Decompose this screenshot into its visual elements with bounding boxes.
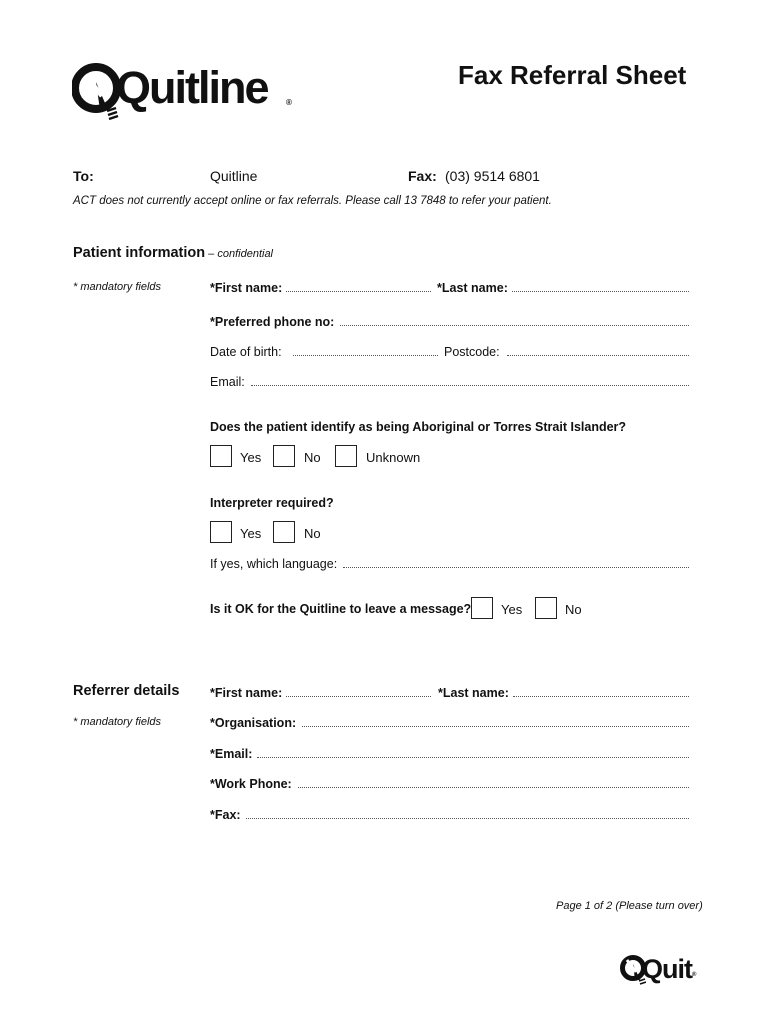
logo-wordmark: Quitline [116,62,268,113]
interpreter-no-label: No [304,526,321,541]
referrer-fax-label: *Fax: [210,808,241,822]
referrer-heading: Referrer details [73,683,180,699]
referrer-first-name-label: *First name: [210,686,283,700]
patient-email-label: Email: [210,375,245,389]
quitline-logo-icon [72,62,122,124]
patient-mandatory-note: * mandatory fields [73,281,162,293]
quit-registered-mark: ® [692,972,697,978]
referrer-fax-field[interactable] [246,818,689,819]
patient-heading [73,245,273,261]
message-no-label: No [565,602,582,617]
interpreter-question: Interpreter required? [210,496,334,510]
quitline-logo [72,58,302,122]
patient-dob-field[interactable] [293,355,438,356]
patient-postcode-field[interactable] [507,355,689,356]
atsi-question: Does the patient identify as being Aboriginal or Torres Strait Islander? [210,420,627,434]
interpreter-no-checkbox[interactable] [273,521,295,543]
to-label: To: [73,168,94,184]
referrer-last-name-label: *Last name: [438,686,509,700]
patient-heading-text: Patient information [73,245,206,261]
quit-wordmark: Quit [642,954,692,984]
patient-phone-label: *Preferred phone no: [210,315,335,329]
page-note: Page 1 of 2 (Please turn over) [556,900,703,912]
interpreter-yes-label: Yes [240,526,262,541]
quit-logo [620,952,700,992]
patient-dob-label: Date of birth: [210,345,282,359]
atsi-yes-checkbox[interactable] [210,445,232,467]
atsi-yes-label: Yes [240,450,262,465]
referrer-organisation-field[interactable] [302,726,689,727]
patient-email-field[interactable] [251,385,689,386]
patient-postcode-label: Postcode: [444,345,500,359]
referrer-email-label: *Email: [210,747,253,761]
patient-first-name-label: *First name: [210,281,283,295]
referrer-work-phone-label: *Work Phone: [210,777,292,791]
message-no-checkbox[interactable] [535,597,557,619]
registered-mark: ® [286,98,292,107]
message-question: Is it OK for the Quitline to leave a message? [210,602,472,616]
message-yes-label: Yes [501,602,523,617]
fax-label: Fax: [408,168,437,184]
fax-value: (03) 9514 6801 [445,168,540,184]
message-yes-checkbox[interactable] [471,597,493,619]
atsi-no-label: No [304,450,321,465]
patient-heading-suffix: – confidential [205,248,274,260]
referrer-last-name-field[interactable] [513,696,689,697]
to-value: Quitline [210,168,258,184]
referrer-email-field[interactable] [257,757,689,758]
patient-phone-field[interactable] [340,325,689,326]
patient-last-name-label: *Last name: [437,281,508,295]
language-label: If yes, which language: [210,557,338,571]
atsi-unknown-checkbox[interactable] [335,445,357,467]
page-title: Fax Referral Sheet [458,60,687,90]
atsi-no-checkbox[interactable] [273,445,295,467]
patient-first-name-field[interactable] [286,291,431,292]
patient-last-name-field[interactable] [512,291,689,292]
interpreter-yes-checkbox[interactable] [210,521,232,543]
language-field[interactable] [343,567,689,568]
referrer-first-name-field[interactable] [286,696,431,697]
referrer-work-phone-field[interactable] [298,787,689,788]
referrer-organisation-label: *Organisation: [210,716,297,730]
act-note: ACT does not currently accept online or fax referrals. Please call 13 7848 to refer your patient. [73,195,552,207]
atsi-unknown-label: Unknown [366,450,421,465]
referrer-mandatory-note: * mandatory fields [73,716,162,728]
